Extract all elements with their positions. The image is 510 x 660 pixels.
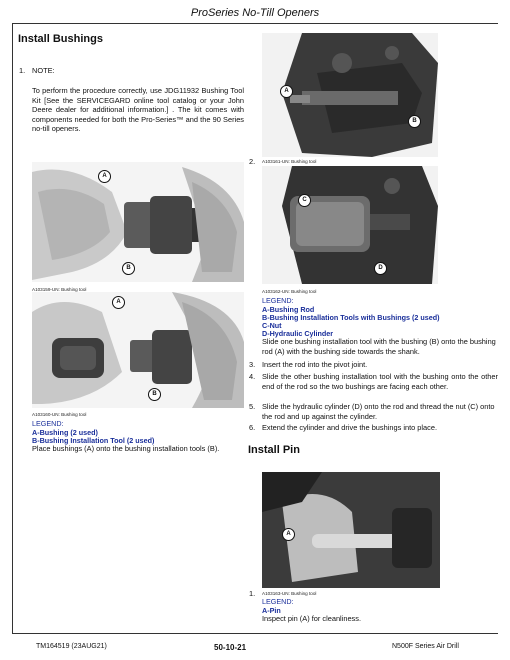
step-number: 1. [249, 589, 256, 598]
step-number: 5. [249, 402, 256, 411]
note-number: 1. [19, 66, 26, 75]
figure-caption: A103163-UN: Bushing tool [262, 591, 317, 596]
section-title-install-pin: Install Pin [248, 444, 300, 456]
photo-bushing-tool-1 [32, 162, 244, 282]
legend-item: A-Bushing (2 used) [32, 428, 98, 437]
step-text: Extend the cylinder and drive the bushings into place. [262, 423, 438, 432]
legend-description: Inspect pin (A) for cleanliness. [262, 614, 361, 623]
legend-description: Place bushings (A) onto the bushing installation tools (B). [32, 444, 220, 453]
callout-b: B [122, 262, 135, 275]
figure-caption: A103159-UN: Bushing tool [32, 287, 87, 292]
callout-c: C [298, 194, 311, 207]
callout-a: A [280, 85, 293, 98]
step-text: Slide the hydraulic cylinder (D) onto the rod and thread the nut (C) onto the rod and up against the cylinder. [262, 402, 495, 421]
page-header-title: ProSeries No-Till Openers [190, 7, 320, 19]
callout-a: A [282, 528, 295, 541]
figure-caption: A103160-UN: Bushing tool [32, 412, 87, 417]
legend-item: C-Nut [262, 321, 282, 330]
legend-title: LEGEND: [32, 419, 64, 428]
callout-b: B [148, 388, 161, 401]
step-text: Insert the rod into the pivot joint. [262, 360, 368, 369]
legend-item: D-Hydraulic Cylinder [262, 329, 334, 338]
photo-opener-assembly-top [262, 33, 438, 157]
photo-pin-inspection [262, 472, 440, 588]
step-number: 3. [249, 360, 256, 369]
figure-caption: A103161-UN: Bushing tool [262, 159, 317, 164]
footer-doc-id: TM164519 (23AUG21) [36, 643, 107, 650]
callout-a: A [98, 170, 111, 183]
callout-a: A [112, 296, 125, 309]
step-text: Slide the other bushing installation tool with the bushing onto the other end of the rod so the two bushings are facing each other. [262, 372, 498, 391]
legend-item: B-Bushing Installation Tool (2 used) [32, 436, 155, 445]
callout-b: B [408, 115, 421, 128]
legend-title: LEGEND: [262, 597, 294, 606]
photo-opener-assembly-cylinder [262, 166, 438, 284]
note-text: To perform the procedure correctly, use JDG11932 Bushing Tool Kit [See the SERVICEGARD online tool catalog or your John Deere dealer for additional information.] . The kit comes with components needed for both the Pro-Series™ and the 90 Series no-till openers. [32, 86, 244, 134]
photo-bushing-tool-2 [32, 292, 244, 408]
note-label: NOTE: [32, 66, 55, 75]
legend-item: A-Pin [262, 606, 281, 615]
step-number: 4. [249, 372, 256, 381]
step-number: 6. [249, 423, 256, 432]
header-rule [12, 23, 498, 24]
footer-page-number: 50-10-21 [214, 643, 247, 652]
section-title-install-bushings: Install Bushings [18, 33, 103, 45]
legend-item: A-Bushing Rod [262, 305, 315, 314]
legend-title: LEGEND: [262, 296, 294, 305]
callout-d: D [374, 262, 387, 275]
left-frame-line [12, 23, 13, 633]
footer-rule [12, 633, 498, 634]
legend-item: B-Bushing Installation Tools with Bushings (2 used) [262, 313, 440, 322]
figure-caption: A103162-UN: Bushing tool [262, 289, 317, 294]
legend-description: Slide one bushing installation tool with the bushing (B) onto the bushing rod (A) with the bushing side towards the shank. [262, 337, 496, 356]
step-number: 2. [249, 157, 256, 166]
footer-product-name: N500F Series Air Drill [392, 643, 459, 650]
